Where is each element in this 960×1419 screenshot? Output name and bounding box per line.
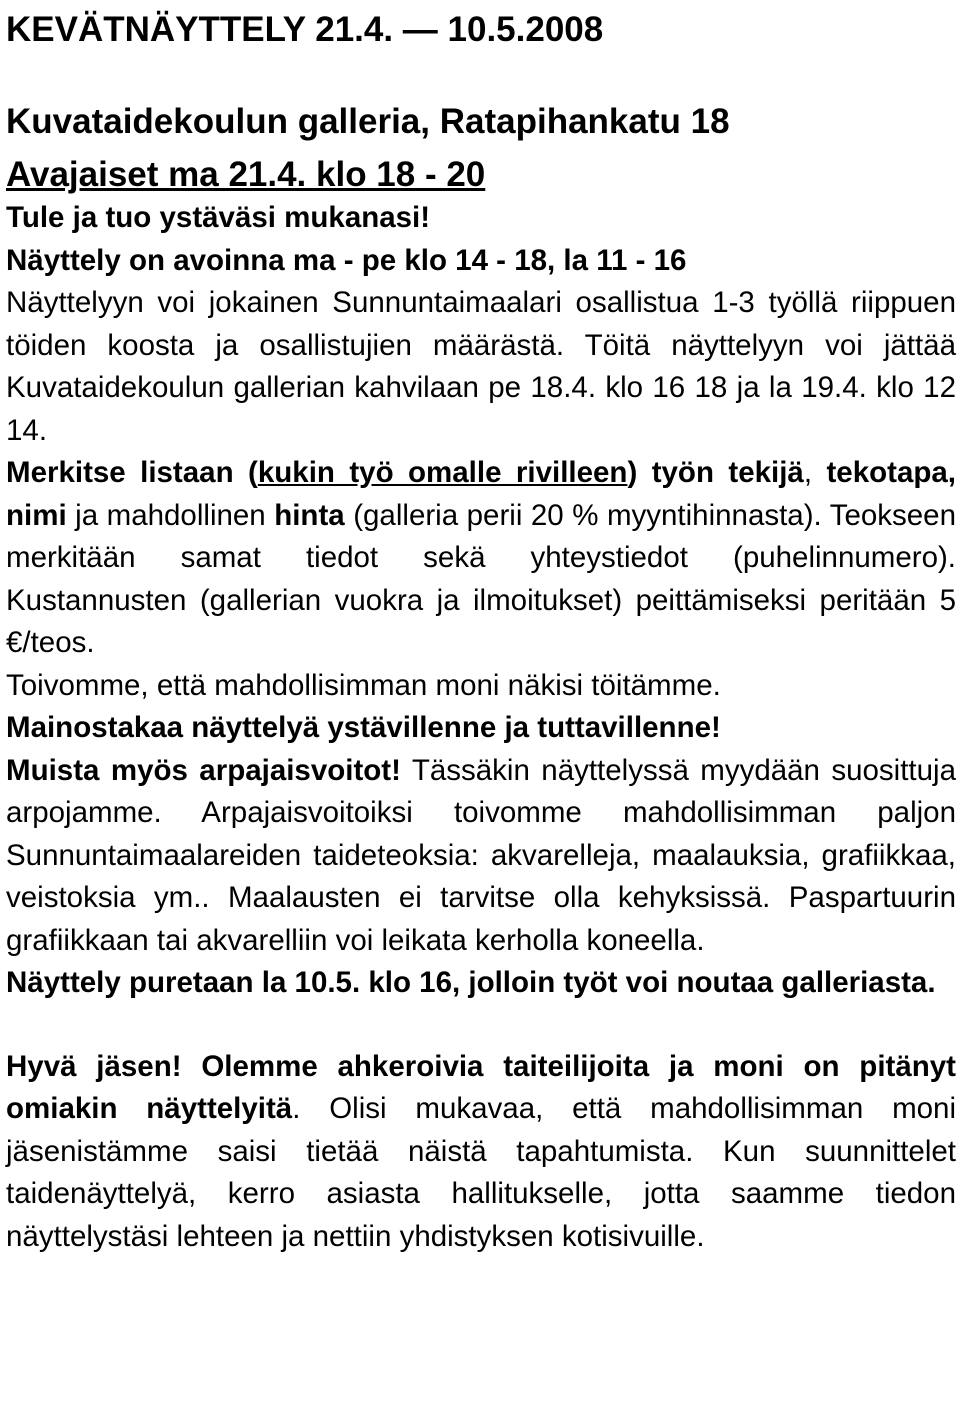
member-text-bold: Hyvä jäsen! Olemme ahkeroivia taiteilijoita ja moni on pitänyt omiakin näyttelyitä [6, 1049, 956, 1125]
listing-text: ja mahdollinen [66, 498, 275, 532]
advertise-paragraph: Mainostakaa näyttelyä ystävillenne ja tuttavillenne! [6, 711, 721, 744]
paragraph-spacer [6, 1005, 956, 1046]
listing-text: (galleria perii 20 % myyntihinnasta). Teokseen merkitään samat tiedot sekä yhteystiedot (puhelinnumero). Kustannusten (gallerian vuokra ja ilmoitukset) peittämiseksi peritään 5 €/teos. [6, 498, 956, 659]
member-text: . Olisi mukavaa, että mahdollisimman moni jäsenistämme saisi tietää näistä tapahtumista. Kun suunnittelet taidenäyttelyä, kerro asiasta hallitukselle, jotta saamme tiedon näyttelystäsi lehteen ja nettiin yhdistyksen kotisivuille. [6, 1092, 957, 1253]
listing-text-underlined: kukin työ omalle rivilleen [257, 456, 628, 489]
listing-text-bold: ) työn tekijä [627, 456, 804, 489]
dismantle-paragraph: Näyttely puretaan la 10.5. klo 16, jolloin työt voi noutaa galleriasta. [6, 966, 936, 999]
listing-text: , [803, 456, 827, 489]
listing-text-bold: Merkitse listaan ( [6, 456, 258, 489]
listing-text-bold: hinta [274, 498, 345, 532]
lottery-paragraph [6, 750, 956, 963]
info-section [6, 197, 956, 1258]
exhibition-title: KEVÄTNÄYTTELY 21.4. — 10.5.2008 [6, 10, 604, 49]
opening-heading: Avajaiset ma 21.4. klo 18 - 20 [6, 155, 486, 194]
lottery-text-bold: Muista myös arpajaisvoitot! [6, 753, 401, 787]
listing-instructions-paragraph [6, 452, 956, 665]
document-page [6, 0, 956, 1258]
invite-line: Tule ja tuo ystäväsi mukanasi! [6, 201, 431, 234]
member-paragraph [6, 1046, 956, 1259]
participation-paragraph: Näyttelyyn voi jokainen Sunnuntaimaalari osallistua 1-3 työllä riippuen töiden koosta ja osallistujien määrästä. Töitä näyttelyyn voi jättää Kuvataidekoulun gallerian kahvilaan pe 18.4. klo 16 18 ja la 19.4. klo 12 14. [6, 286, 956, 447]
listing-text-bold: tekotapa, nimi [6, 456, 956, 532]
opening-hours: Näyttely on avoinna ma - pe klo 14 - 18, la 11 - 16 [6, 243, 687, 277]
lottery-text: Tässäkin näyttelyssä myydään suosittuja arpojamme. Arpajaisvoitoiksi toivomme mahdollisimman paljon Sunnuntaimaalareiden taideteoksia: akvarelleja, maalauksia, grafiikkaa, veistoksia ym.. Maalausten ei tarvitse olla kehyksissä. Paspartuurin grafiikkaan tai akvarelliin voi leikata kerholla koneella. [6, 753, 956, 957]
venue-heading: Kuvataidekoulun galleria, Ratapihankatu 18 [6, 102, 730, 141]
visitors-paragraph: Toivomme, että mahdollisimman moni näkisi töitämme. [6, 668, 721, 702]
